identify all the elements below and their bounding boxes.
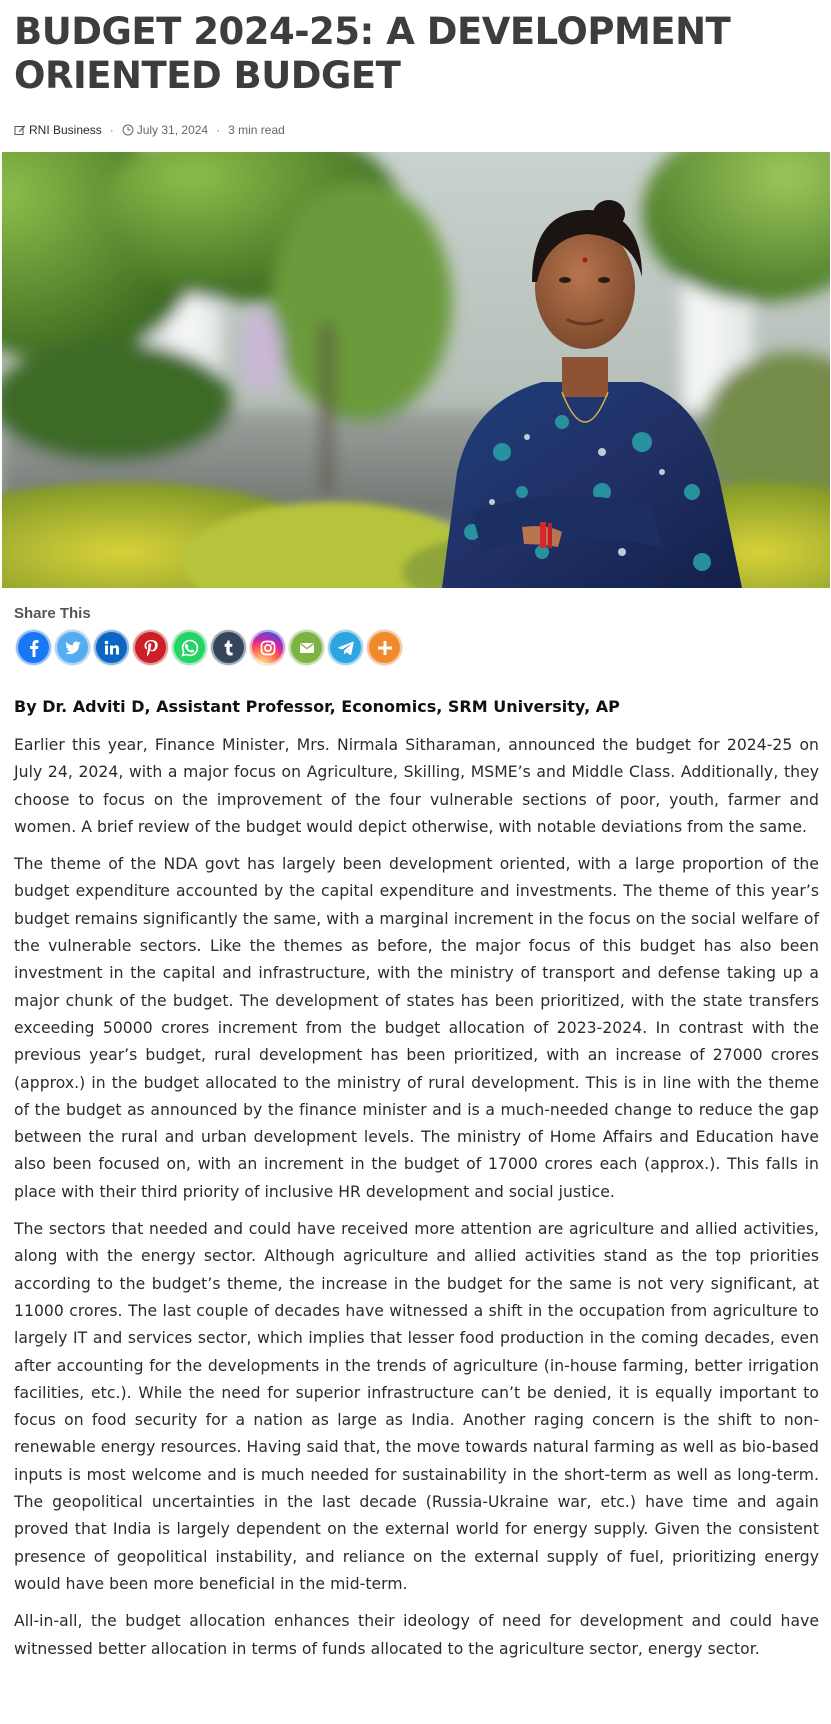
pinterest-icon: [141, 638, 161, 658]
facebook-icon: [24, 638, 44, 658]
article-paragraph: The theme of the NDA govt has largely been development oriented, with a large proportion of the budget expenditure accounted by the capital expenditure and investments. The theme of this year’s budget remains significantly the same, with a marginal increment in the focus on the social welfare of the vulnerable sectors. Like the themes as before, the major focus of this budget has also been investment in the capital and infrastructure, with the ministry of transport and defense taking up a major chunk of the budget. The development of states has been prioritized, with the state transfers exceeding 50000 crores increment from the budget allocation of 2023-2024. In contrast with the previous year’s budget, rural development has been prioritized, with an increase of 27000 crores (approx.) in the budget allocated to the ministry of rural development. This is in line with the theme of the budget as announced by the finance minister and is a much-needed change to reduce the gap between the rural and urban development levels. The ministry of Home Affairs and Education have also been focused on, with an increment in the budget of 17000 crores each (approx.). This falls in place with their third priority of inclusive HR development and social justice.: [14, 855, 819, 1201]
email-icon: [297, 638, 317, 658]
whatsapp-icon: [180, 638, 200, 658]
read-time: 3 min read: [228, 123, 285, 137]
meta-separator: ·: [216, 123, 221, 137]
article-byline: By Dr. Adviti D, Assistant Professor, Economics, SRM University, AP: [14, 697, 620, 716]
article-paragraph: The sectors that needed and could have received more attention are agriculture and allied activities, along with the energy sector. Although agriculture and allied activities stand as the top priorities according to the budget’s theme, the increase in the budget for the same is not very significant, at 11000 crores. The last couple of decades have witnessed a shift in the occupation from agriculture to largely IT and services sector, which implies that lesser food production in the coming decades, even after accounting for the developments in the trends of agriculture (in-house farming, better irrigation facilities, etc.). While the need for superior infrastructure can’t be denied, it is equally important to focus on food security for a nation as large as India. Another raging concern is the shift to non-renewable energy resources. Having said that, the move towards natural farming as well as bio-based inputs is most welcome and is much needed for sustainability in the short-term as well as long-term. The geopolitical uncertainties in the last decade (Russia-Ukraine war, etc.) have time and again proved that India is largely dependent on the external world for energy supply. Given the consistent presence of geopolitical instability, and reliance on the external supply of fuel, prioritizing energy would have been more beneficial in the mid-term.: [14, 1220, 819, 1593]
instagram-share-button[interactable]: [250, 630, 285, 665]
article-meta: [14, 121, 285, 139]
pinterest-share-button[interactable]: [133, 630, 168, 665]
share-label: Share This: [14, 605, 91, 622]
article-body: [14, 732, 819, 1673]
facebook-share-button[interactable]: [16, 630, 51, 665]
tumblr-icon: [219, 638, 239, 658]
article-paragraph: Earlier this year, Finance Minister, Mrs. Nirmala Sitharaman, announced the budget for 2024-25 on July 24, 2024, with a major focus on Agriculture, Skilling, MSME’s and Middle Class. Additionally, they choose to focus on the improvement of the four vulnerable sections of poor, youth, farmer and women. A brief review of the budget would depict otherwise, with notable deviations from the same.: [14, 736, 819, 836]
article-title: BUDGET 2024-25: A DEVELOPMENT ORIENTED BUDGET: [14, 10, 731, 97]
article-paragraph: All-in-all, the budget allocation enhances their ideology of need for development and could have witnessed better allocation in terms of funds allocated to the agriculture sector, energy sector.: [14, 1612, 819, 1658]
telegram-icon: [336, 638, 356, 658]
twitter-icon: [63, 638, 83, 658]
share-buttons: [16, 630, 406, 665]
plus-icon: [375, 638, 395, 658]
tumblr-share-button[interactable]: [211, 630, 246, 665]
publish-date: July 31, 2024: [136, 123, 209, 137]
instagram-icon: [258, 638, 278, 658]
clock-icon: [122, 124, 134, 136]
edit-icon: [14, 124, 26, 136]
linkedin-share-button[interactable]: [94, 630, 129, 665]
whatsapp-share-button[interactable]: [172, 630, 207, 665]
meta-separator: ·: [109, 123, 114, 137]
hero-photo: [2, 152, 830, 588]
more-share-button[interactable]: [367, 630, 402, 665]
author-meta[interactable]: [14, 123, 102, 137]
author-link[interactable]: RNI Business: [29, 123, 102, 137]
twitter-share-button[interactable]: [55, 630, 90, 665]
date-meta: [122, 123, 208, 137]
email-share-button[interactable]: [289, 630, 324, 665]
linkedin-icon: [102, 638, 122, 658]
telegram-share-button[interactable]: [328, 630, 363, 665]
